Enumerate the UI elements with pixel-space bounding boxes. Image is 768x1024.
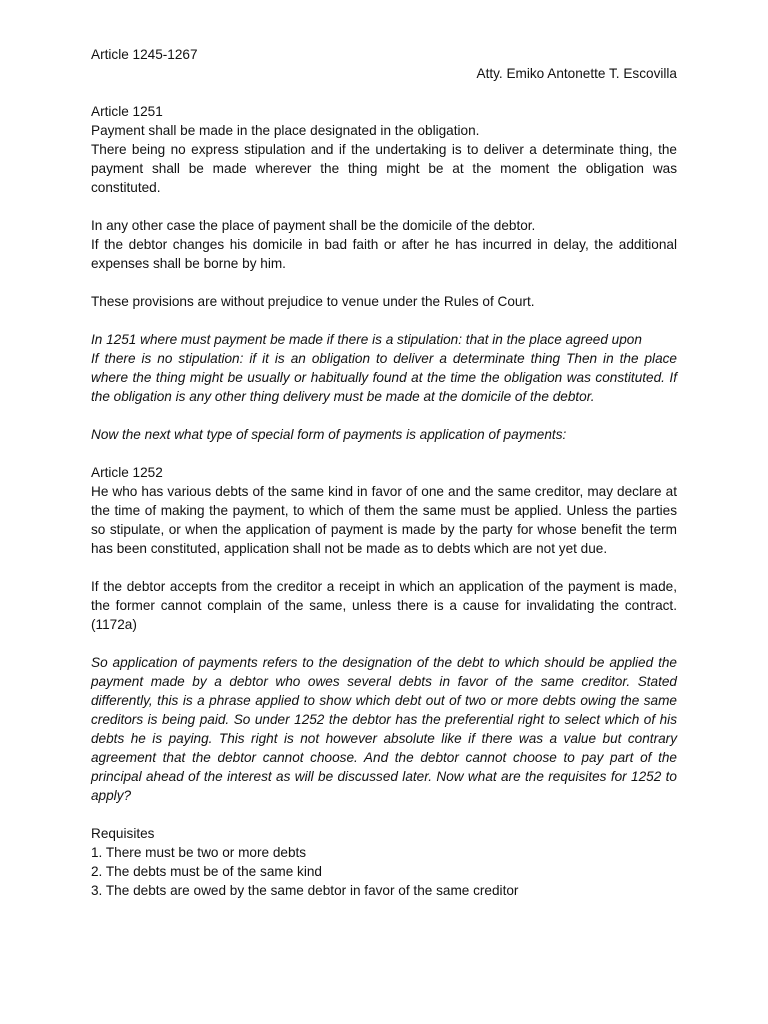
spacer [91, 197, 677, 216]
article-1252-paragraph: If the debtor accepts from the creditor a receipt in which an application of the payment is made, the former cannot complain of the same, unless there is a cause for invalidating the contract. (1172a) [91, 579, 677, 632]
spacer [91, 406, 677, 425]
commentary-paragraph: In 1251 where must payment be made if there is a stipulation: that in the place agreed upon [91, 332, 642, 347]
article-1251-paragraph: In any other case the place of payment shall be the domicile of the debtor. [91, 218, 536, 233]
spacer [91, 444, 677, 463]
spacer [91, 83, 677, 102]
spacer [91, 311, 677, 330]
requisite-item: 1. There must be two or more debts [91, 845, 307, 860]
commentary-paragraph: So application of payments refers to the designation of the debt to which should be applied the payment made by a debtor who owes several debts in favor of the same creditor. Stated differently, this is a phrase applied to show which debt out of two or more debts owing the same creditors is being paid. So under 1252 the debtor has the preferential right to select which of his debts he is paying. This right is not however absolute like if there was a value but contrary agreement that the debtor cannot choose. And the debtor cannot choose to pay part of the principal ahead of the interest as will be discussed later. Now what are the requisites for 1252 to apply? [91, 655, 677, 803]
article-1251-paragraph: There being no express stipulation and if the undertaking is to deliver a determinate thing, the payment shall be made wherever the thing might be at the moment the obligation was constituted. [91, 142, 677, 195]
spacer [91, 805, 677, 824]
article-1251-paragraph: Payment shall be made in the place designated in the obligation. [91, 123, 480, 138]
spacer [91, 273, 677, 292]
spacer [91, 634, 677, 653]
article-1251-paragraph: If the debtor changes his domicile in bad faith or after he has incurred in delay, the additional expenses shall be borne by him. [91, 237, 677, 271]
author-name: Atty. Emiko Antonette T. Escovilla [476, 66, 677, 81]
spacer [91, 558, 677, 577]
article-1251-heading: Article 1251 [91, 104, 163, 119]
requisite-item: 2. The debts must be of the same kind [91, 864, 322, 879]
article-range-header: Article 1245-1267 [91, 47, 198, 62]
article-1251-paragraph: These provisions are without prejudice to venue under the Rules of Court. [91, 294, 535, 309]
commentary-paragraph: Now the next what type of special form of payments is application of payments: [91, 427, 567, 442]
requisites-heading: Requisites [91, 826, 155, 841]
article-1252-heading: Article 1252 [91, 465, 163, 480]
document-body [91, 45, 677, 900]
requisite-item: 3. The debts are owed by the same debtor in favor of the same creditor [91, 883, 519, 898]
article-1252-paragraph: He who has various debts of the same kind in favor of one and the same creditor, may declare at the time of making the payment, to which of them the same must be applied. Unless the parties so stipulate, or when the application of payment is made by the party for whose benefit the term has been constituted, application shall not be made as to debts which are not yet due. [91, 484, 677, 556]
commentary-paragraph: If there is no stipulation: if it is an obligation to deliver a determinate thing Then in the place where the thing might be usually or habitually found at the time the obligation was constituted. If the obligation is any other thing delivery must be made at the domicile of the debtor. [91, 351, 677, 404]
